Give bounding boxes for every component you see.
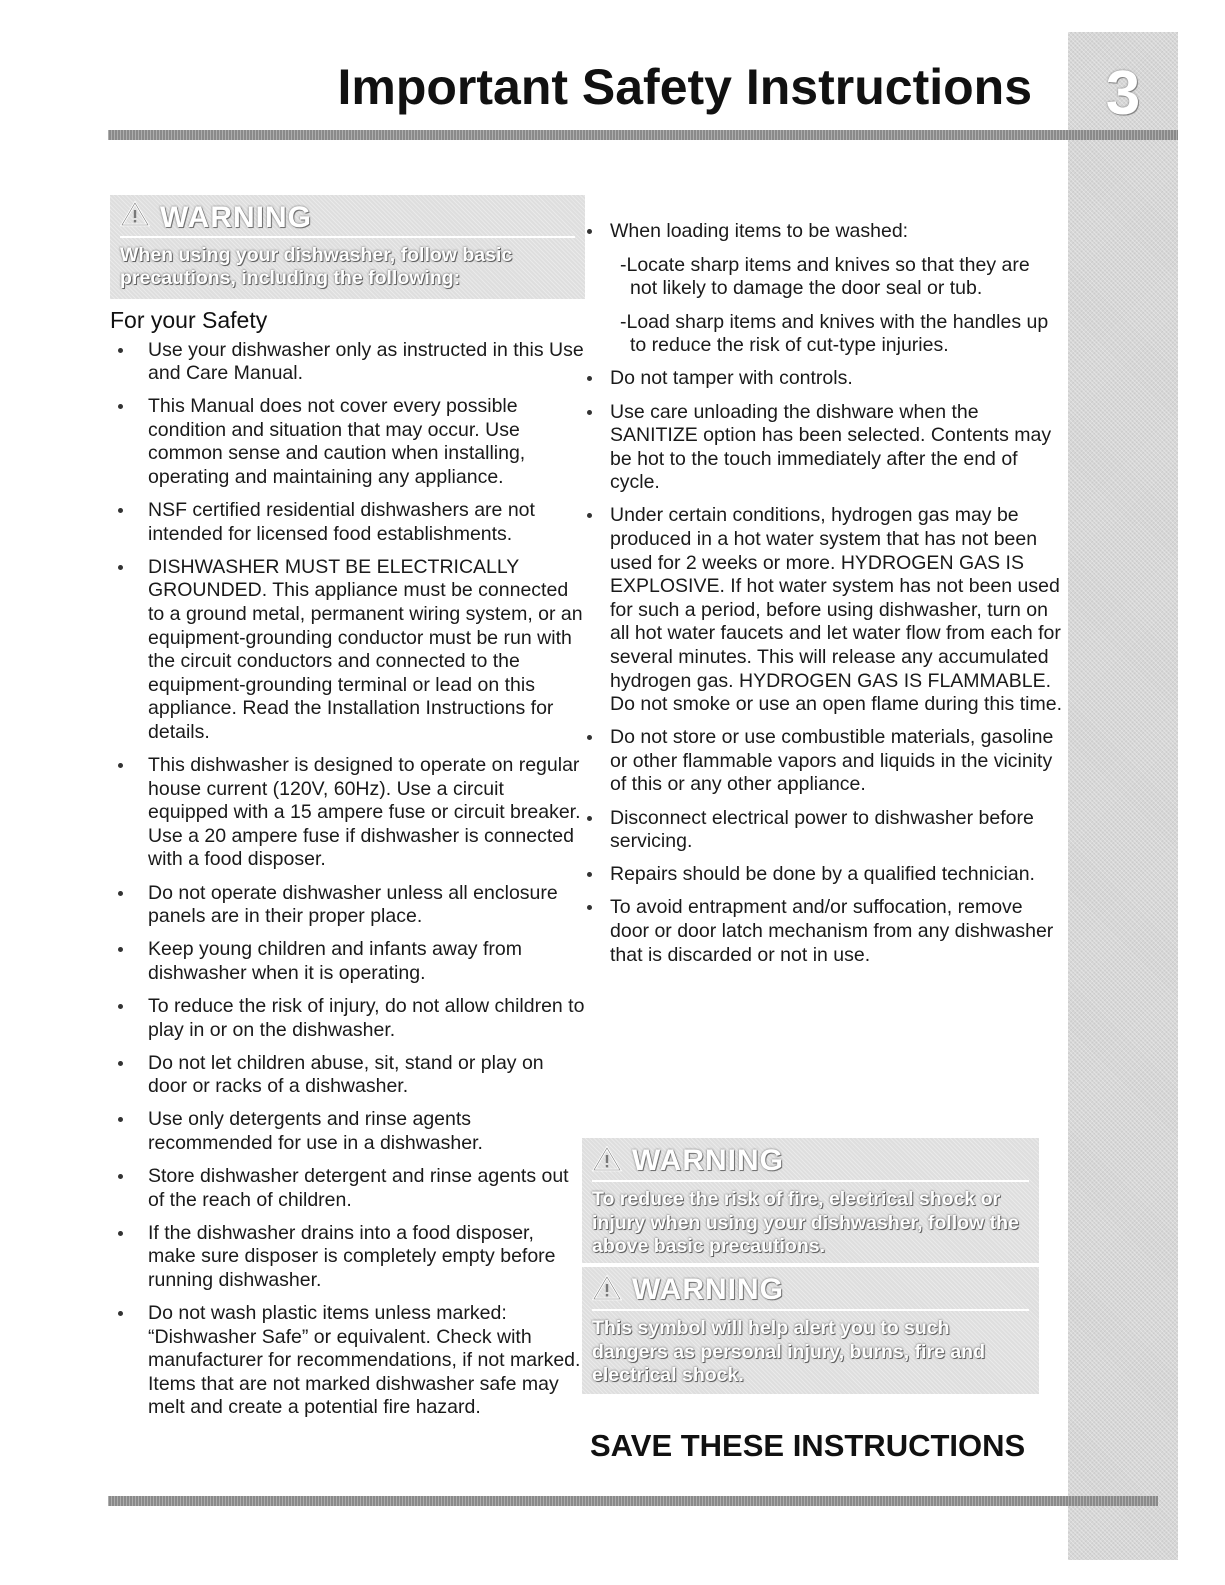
- safety-list-continued: [582, 220, 1062, 967]
- chapter-tab: [1068, 32, 1178, 1560]
- warning-label: WARNING: [160, 200, 312, 234]
- safety-list: [110, 339, 585, 1420]
- list-item: Under certain conditions, hydrogen gas may be produced in a hot water system that has not been used for 2 weeks or more. HYDROGEN GAS IS EXPLOSIVE. If hot water system has not been used for such a period, before using dishwasher, turn on all hot water faucets and let water flow from each for several minutes. This will release any accumulated hydrogen gas. HYDROGEN GAS IS FLAMMABLE. Do not smoke or use an open flame during this time.: [582, 504, 1062, 716]
- warning-text: When using your dishwasher, follow basic precautions, including the following:: [120, 243, 513, 290]
- loading-text: When loading items to be washed:: [610, 220, 909, 242]
- list-item: Repairs should be done by a qualified technician.: [582, 863, 1062, 887]
- list-item: Do not wash plastic items unless marked: “Dishwasher Safe” or equivalent. Check with manufacturer for recommendations, if not marked. Items that are not marked dishwasher safe may melt and create a potential fire hazard.: [110, 1302, 585, 1420]
- warning-box-general: [110, 195, 585, 299]
- list-item-loading: [582, 220, 1062, 358]
- list-item: Keep young children and infants away from dishwasher when it is operating.: [110, 938, 585, 985]
- list-item: To avoid entrapment and/or suffocation, remove door or door latch mechanism from any dishwasher that is discarded or not in use.: [582, 896, 1062, 967]
- list-item: If the dishwasher drains into a food disposer, make sure disposer is completely empty before running dishwasher.: [110, 1222, 585, 1293]
- section-heading: For your Safety: [110, 307, 268, 333]
- page-number: 3: [1105, 59, 1141, 128]
- save-instructions-banner: SAVE THESE INSTRUCTIONS: [590, 1428, 1026, 1463]
- warning-triangle-icon: [592, 1275, 622, 1306]
- loading-subitem: -Locate sharp items and knives so that they are not likely to damage the door seal or tub.: [620, 253, 1030, 300]
- warning-text: To reduce the risk of fire, electrical shock or injury when using your dishwasher, follow the above basic precautions.: [592, 1188, 1019, 1258]
- list-item: To reduce the risk of injury, do not allow children to play in or on the dishwasher.: [110, 995, 585, 1042]
- list-item: NSF certified residential dishwashers are not intended for licensed food establishments.: [110, 499, 585, 546]
- list-item: Do not tamper with controls.: [582, 367, 1062, 391]
- warning-triangle-icon: [120, 201, 150, 234]
- list-item: Do not store or use combustible materials, gasoline or other flammable vapors and liquids in the vicinity of this or any other appliance.: [582, 726, 1062, 797]
- list-item: Store dishwasher detergent and rinse agents out of the reach of children.: [110, 1165, 585, 1212]
- warning-text: This symbol will help alert you to such dangers as personal injury, burns, fire and electrical shock.: [592, 1317, 985, 1387]
- right-column: [582, 196, 1062, 977]
- list-item: This dishwasher is designed to operate on regular house current (120V, 60Hz). Use a circuit equipped with a 15 ampere fuse or circuit breaker. Use a 20 ampere fuse if dishwasher is connected with a food disposer.: [110, 754, 585, 872]
- warning-header: [120, 201, 575, 238]
- list-item: Disconnect electrical power to dishwasher before servicing.: [582, 807, 1062, 854]
- warning-label: WARNING: [632, 1273, 784, 1306]
- warning-label: WARNING: [632, 1144, 784, 1177]
- list-item: This Manual does not cover every possible condition and situation that may occur. Use common sense and caution when installing, operating and maintaining any appliance.: [110, 395, 585, 489]
- list-item: Use care unloading the dishware when the SANITIZE option has been selected. Contents may be hot to the touch immediately after the end of cycle.: [582, 401, 1062, 495]
- warning-header: [592, 1273, 1029, 1311]
- loading-subitem: -Load sharp items and knives with the handles up to reduce the risk of cut-type injuries.: [620, 310, 1049, 357]
- footer-rule: [108, 1496, 1158, 1506]
- left-column: [110, 195, 585, 1429]
- warning-triangle-icon: [592, 1146, 622, 1177]
- page-title: Important Safety Instructions: [337, 59, 1032, 115]
- list-item: Do not let children abuse, sit, stand or play on door or racks of a dishwasher.: [110, 1052, 585, 1099]
- header-rule: [108, 130, 1178, 140]
- list-item: Use only detergents and rinse agents recommended for use in a dishwasher.: [110, 1108, 585, 1155]
- list-item: Do not operate dishwasher unless all enclosure panels are in their proper place.: [110, 882, 585, 929]
- warning-header: [592, 1144, 1029, 1182]
- list-item: Use your dishwasher only as instructed in this Use and Care Manual.: [110, 339, 585, 386]
- warning-box-symbol: [582, 1267, 1039, 1394]
- warning-box-fire: [582, 1138, 1039, 1263]
- list-item: DISHWASHER MUST BE ELECTRICALLY GROUNDED. This appliance must be connected to a ground metal, permanent wiring system, or an equipment-grounding conductor must be run with the circuit conductors and connected to the equipment-grounding terminal or lead on this appliance. Read the Installation Instructions for details.: [110, 556, 585, 745]
